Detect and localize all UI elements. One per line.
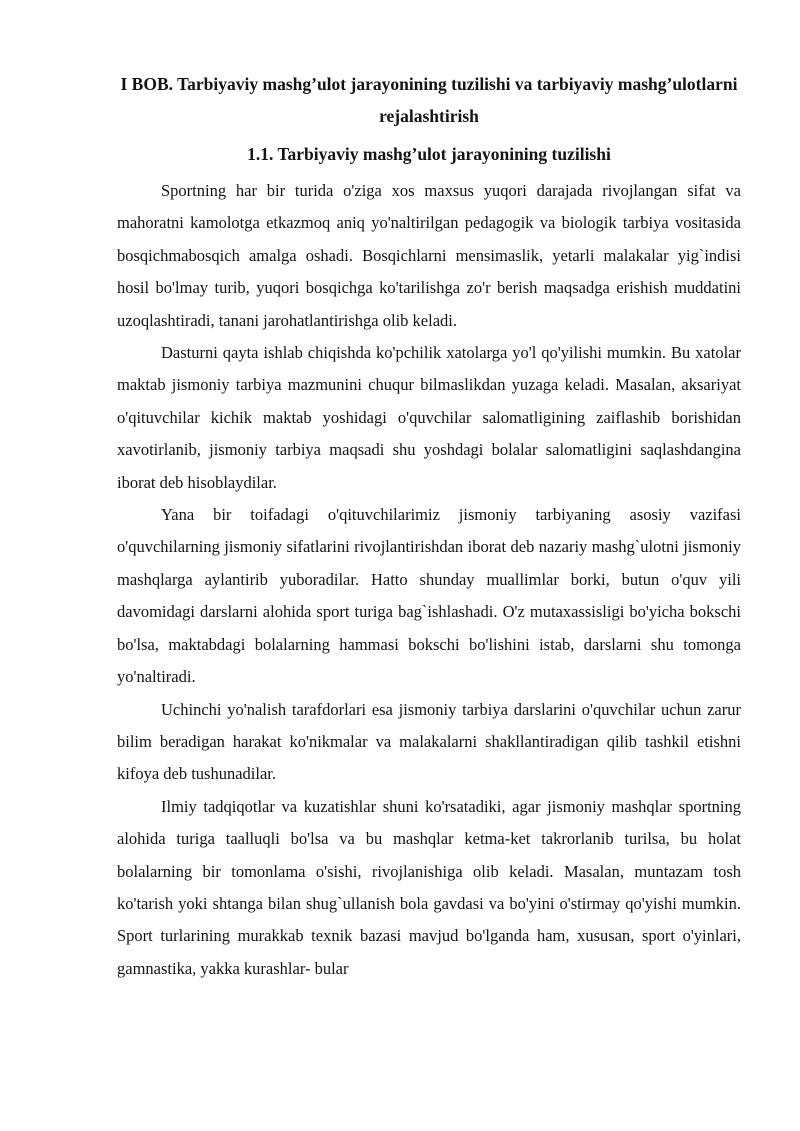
paragraph: Yana bir toifadagi o'qituvchilarimiz jismoniy tarbiyaning asosiy vazifasi o'quvchilarning jismoniy sifatlarini rivojlantirishdan iborat deb nazariy mashg`ulotni jismoniy mashqlarga aylantirib yuboradilar. Hatto shunday muallimlar borki, butun o'quv yili davomidagi darslarni alohida sport turiga bag`ishlashadi. O'z mutaxassisligi bo'yicha bokschi bo'lsa, maktabdagi bolalarning hammasi bokschi bo'lishini istab, darslarni shu tomonga yo'naltiradi.: [117, 505, 741, 687]
paragraph: Ilmiy tadqiqotlar va kuzatishlar shuni ko'rsatadiki, agar jismoniy mashqlar sportning alohida turiga taalluqli bo'lsa va bu mashqlar ketma-ket takrorlanib turilsa, bu holat bolalarning bir tomonlama o'sishi, rivojlanishiga olib keladi. Masalan, muntazam tosh ko'tarish yoki shtanga bilan shug`ullanish bola gavdasi va bo'yini o'stirmay qo'yishi mumkin. Sport turlarining murakkab texnik bazasi mavjud bo'lganda ham, xususan, sport o'yinlari, gamnastika, yakka kurashlar- bular: [117, 796, 741, 978]
paragraph: Dasturni qayta ishlab chiqishda ko'pchilik xatolarga yo'l qo'yilishi mumkin. Bu xatolar maktab jismoniy tarbiya mazmunini chuqur bilmaslikdan yuzaga keladi. Masalan, aksariyat o'qituvchilar kichik maktab yoshidagi o'quvchilar salomatligining zaiflashib borishidan xavotirlanib, jismoniy tarbiya maqsadi shu yoshdagi bolalar salomatligini saqlashdangina iborat deb hisoblaydilar.: [117, 343, 741, 492]
page-content: [117, 68, 741, 985]
section-title: 1.1. Tarbiyaviy mashg’ulot jarayonining tuzilishi: [247, 144, 611, 164]
chapter-title: I BOB. Tarbiyaviy mashg’ulot jarayonining tuzilishi va tarbiyaviy mashg’ulotlarni rejalashtirish: [120, 74, 738, 126]
paragraph: Uchinchi yo'nalish tarafdorlari esa jismoniy tarbiya darslarini o'quvchilar uchun zarur bilim beradigan harakat ko'nikmalar va malakalarni shakllantiradigan qilib tashkil etishni kifoya deb tushunadilar.: [117, 699, 741, 784]
body-text: [117, 175, 741, 985]
paragraph: Sportning har bir turida o'ziga xos maxsus yuqori darajada rivojlangan sifat va mahoratni kamolotga etkazmoq aniq yo'naltirilgan pedagogik va biologik tarbiya vositasida bosqichmabosqich amalga oshadi. Bosqichlarni mensimaslik, yetarli malakalar yig`indisi hosil bo'lmay turib, yuqori bosqichga ko'tarilishga zo'r berish maqsadga erishish muddatini uzoqlashtiradi, tanani jarohatlantirishga olib keladi.: [117, 181, 741, 330]
